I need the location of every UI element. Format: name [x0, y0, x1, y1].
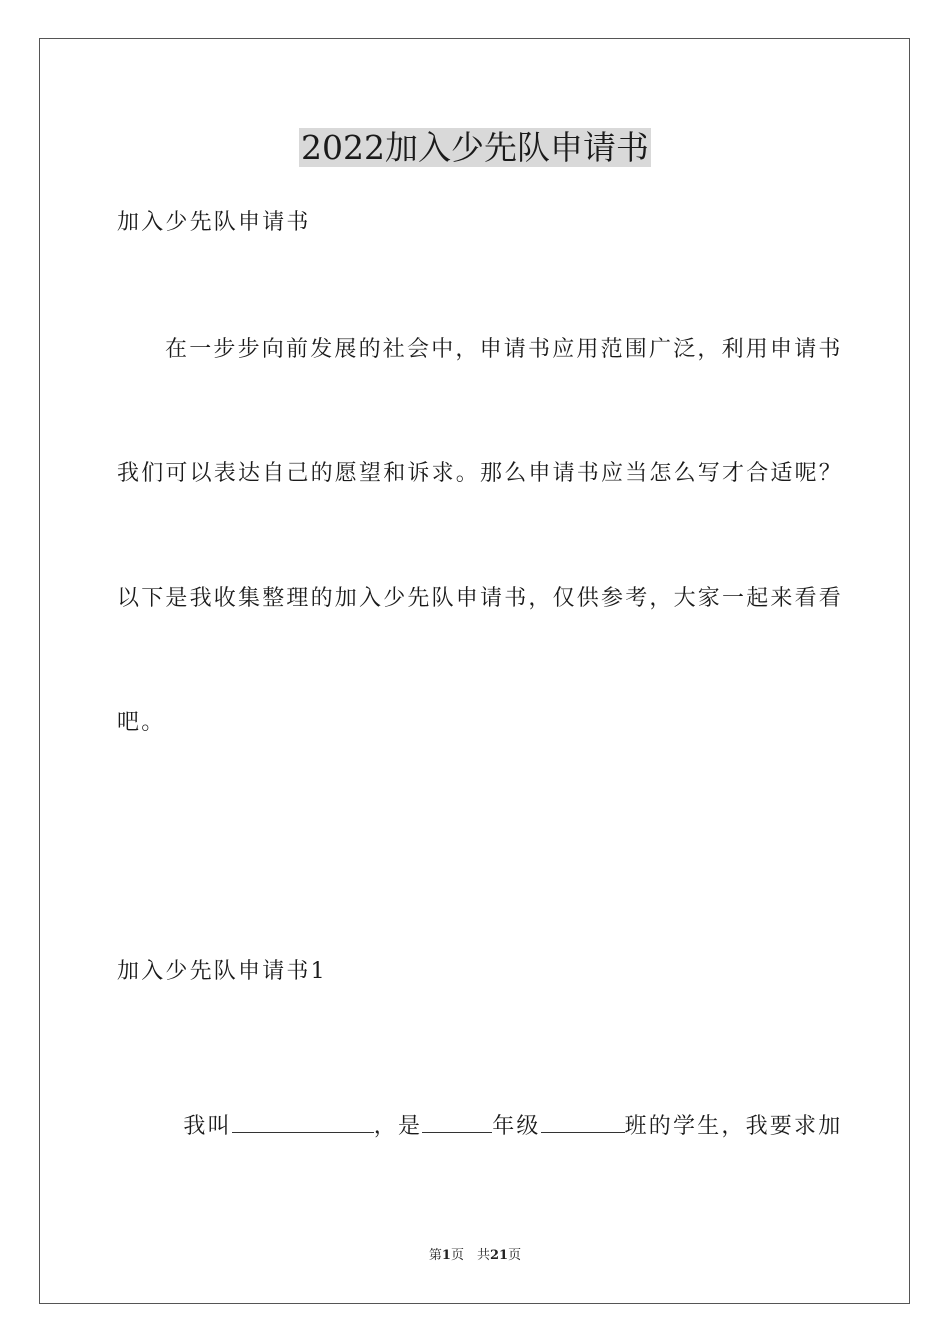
intro-line-2: 我们可以表达自己的愿望和诉求。那么申请书应当怎么写才合适呢？ [117, 461, 844, 486]
body-text-grade: 年级 [492, 1114, 541, 1139]
body-line [165, 1082, 842, 1142]
intro-line-1: 在一步步向前发展的社会中，申请书应用范围广泛，利用申请书 [165, 337, 843, 362]
class-blank [541, 1112, 625, 1133]
body-text-class: 班的学生，我要求加 [624, 1114, 843, 1139]
grade-blank [422, 1112, 492, 1133]
page-footer [0, 1247, 950, 1265]
section-heading: 加入少先队申请书1 [117, 959, 327, 984]
footer-prefix: 第 [428, 1248, 442, 1263]
document-title [0, 126, 950, 170]
footer-suffix: 页 [508, 1248, 522, 1263]
footer-page-number: 1 [441, 1248, 451, 1263]
body-text-name: 我叫 [183, 1114, 232, 1139]
intro-line-4: 吧。 [117, 710, 166, 735]
body-text-is: ，是 [373, 1114, 423, 1139]
name-blank [232, 1112, 374, 1133]
footer-page-total: 21 [489, 1248, 509, 1263]
footer-mid: 页 共 [450, 1248, 490, 1263]
document-title-text: 2022加入少先队申请书 [301, 128, 649, 167]
document-subtitle: 加入少先队申请书 [117, 210, 311, 235]
intro-line-3: 以下是我收集整理的加入少先队申请书，仅供参考，大家一起来看看 [117, 586, 844, 611]
